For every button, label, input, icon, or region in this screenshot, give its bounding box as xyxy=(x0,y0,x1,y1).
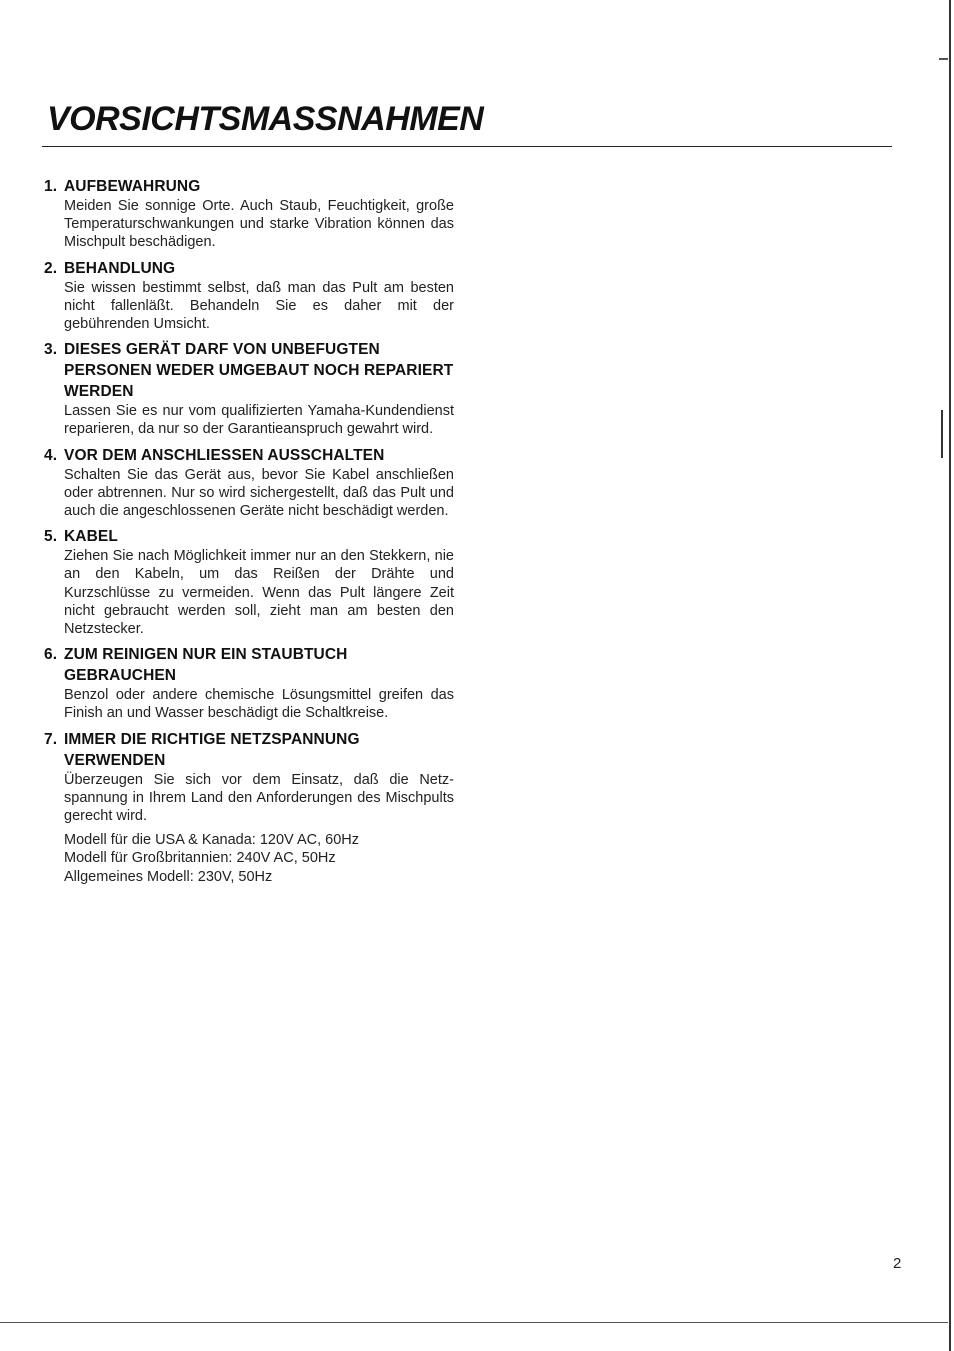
section-body: Ziehen Sie nach Möglichkeit immer nur an den Stekkern, nie an den Kabeln, um das Reißen der Drähte und Kurzschlüsse zu vermeiden. Wenn das Pult längere Zeit nicht gebraucht werden soll, zieht man am besten den Netzstecker. xyxy=(64,548,454,638)
scan-mark-right xyxy=(941,410,943,458)
page-title: VORSICHTSMASSNAHMEN xyxy=(47,100,484,138)
section-heading xyxy=(44,445,454,466)
section-storage xyxy=(44,176,454,252)
section-number: 5. xyxy=(44,528,58,546)
section-heading-text: IMMER DIE RICHTIGE NETZSPANNUNG VERWENDEN xyxy=(64,730,360,769)
section-number: 6. xyxy=(44,646,58,664)
section-body: Schalten Sie das Gerät aus, bevor Sie Kabel anschließen oder abtrennen. Nur so wird sichergestellt, daß das Pult und auch die angeschlossenen Geräte nicht beschädigt werden. xyxy=(64,466,454,520)
section-heading xyxy=(44,644,454,686)
section-no-modification xyxy=(44,339,454,438)
section-heading-text: BEHANDLUNG xyxy=(64,259,176,277)
voltage-model-list xyxy=(64,831,454,886)
scan-edge-right xyxy=(949,0,951,1351)
section-heading-text: DIESES GERÄT DARF VON UNBEFUGTEN PERSONEN WEDER UMGEBAUT NOCH REPARIERT WERDEN xyxy=(64,341,454,401)
section-body: Sie wissen bestimmt selbst, daß man das Pult am besten nicht fallenläßt. Behandeln Sie es daher mit der gebührenden Umsicht. xyxy=(64,279,454,333)
section-body: Benzol oder andere chemische Lösungsmittel greifen das Finish an und Wasser beschädigt die Schaltkreise. xyxy=(64,687,454,722)
section-power-off xyxy=(44,445,454,521)
section-heading xyxy=(44,526,454,547)
voltage-model-item: Allgemeines Modell: 230V, 50Hz xyxy=(64,868,273,885)
section-handling xyxy=(44,258,454,334)
voltage-model-item: Modell für die USA & Kanada: 120V AC, 60Hz xyxy=(64,832,360,849)
section-body: Lassen Sie es nur vom qualifizierten Yamaha-Kundendienst reparieren, da nur so der Garantieanspruch gewahrt wird. xyxy=(64,403,454,438)
section-number: 4. xyxy=(44,446,58,464)
section-heading-text: AUFBEWAHRUNG xyxy=(64,178,201,195)
section-heading xyxy=(44,729,454,771)
section-heading-text: KABEL xyxy=(64,528,118,546)
section-number: 3. xyxy=(44,341,58,359)
section-cables xyxy=(44,526,454,638)
page-number: 2 xyxy=(893,1255,902,1272)
section-heading-text: VOR DEM ANSCHLIESSEN AUSSCHALTEN xyxy=(64,446,385,464)
section-number: 7. xyxy=(44,730,58,748)
precautions-list xyxy=(44,176,454,892)
section-voltage xyxy=(44,729,454,886)
section-cleaning xyxy=(44,644,454,722)
section-heading xyxy=(44,176,454,197)
scan-edge-bottom xyxy=(0,1322,948,1323)
title-rule xyxy=(42,146,892,147)
section-number: 1. xyxy=(44,178,58,195)
scan-mark-top xyxy=(939,58,948,60)
section-heading xyxy=(44,258,454,279)
section-heading-text: ZUM REINIGEN NUR EIN STAUBTUCH GEBRAUCHEN xyxy=(64,646,348,685)
voltage-model-item: Modell für Großbritannien: 240V AC, 50Hz xyxy=(64,850,336,867)
section-heading xyxy=(44,339,454,402)
section-number: 2. xyxy=(44,259,58,277)
section-body: Meiden Sie sonnige Orte. Auch Staub, Feuchtigkeit, große Temperaturschwankungen und starke Vibration können das Mischpult beschädigen. xyxy=(64,198,454,251)
section-body: Überzeugen Sie sich vor dem Einsatz, daß die Netzspannung in Ihrem Land den Anforderungen des Mischpults gerecht wird. xyxy=(64,771,454,825)
